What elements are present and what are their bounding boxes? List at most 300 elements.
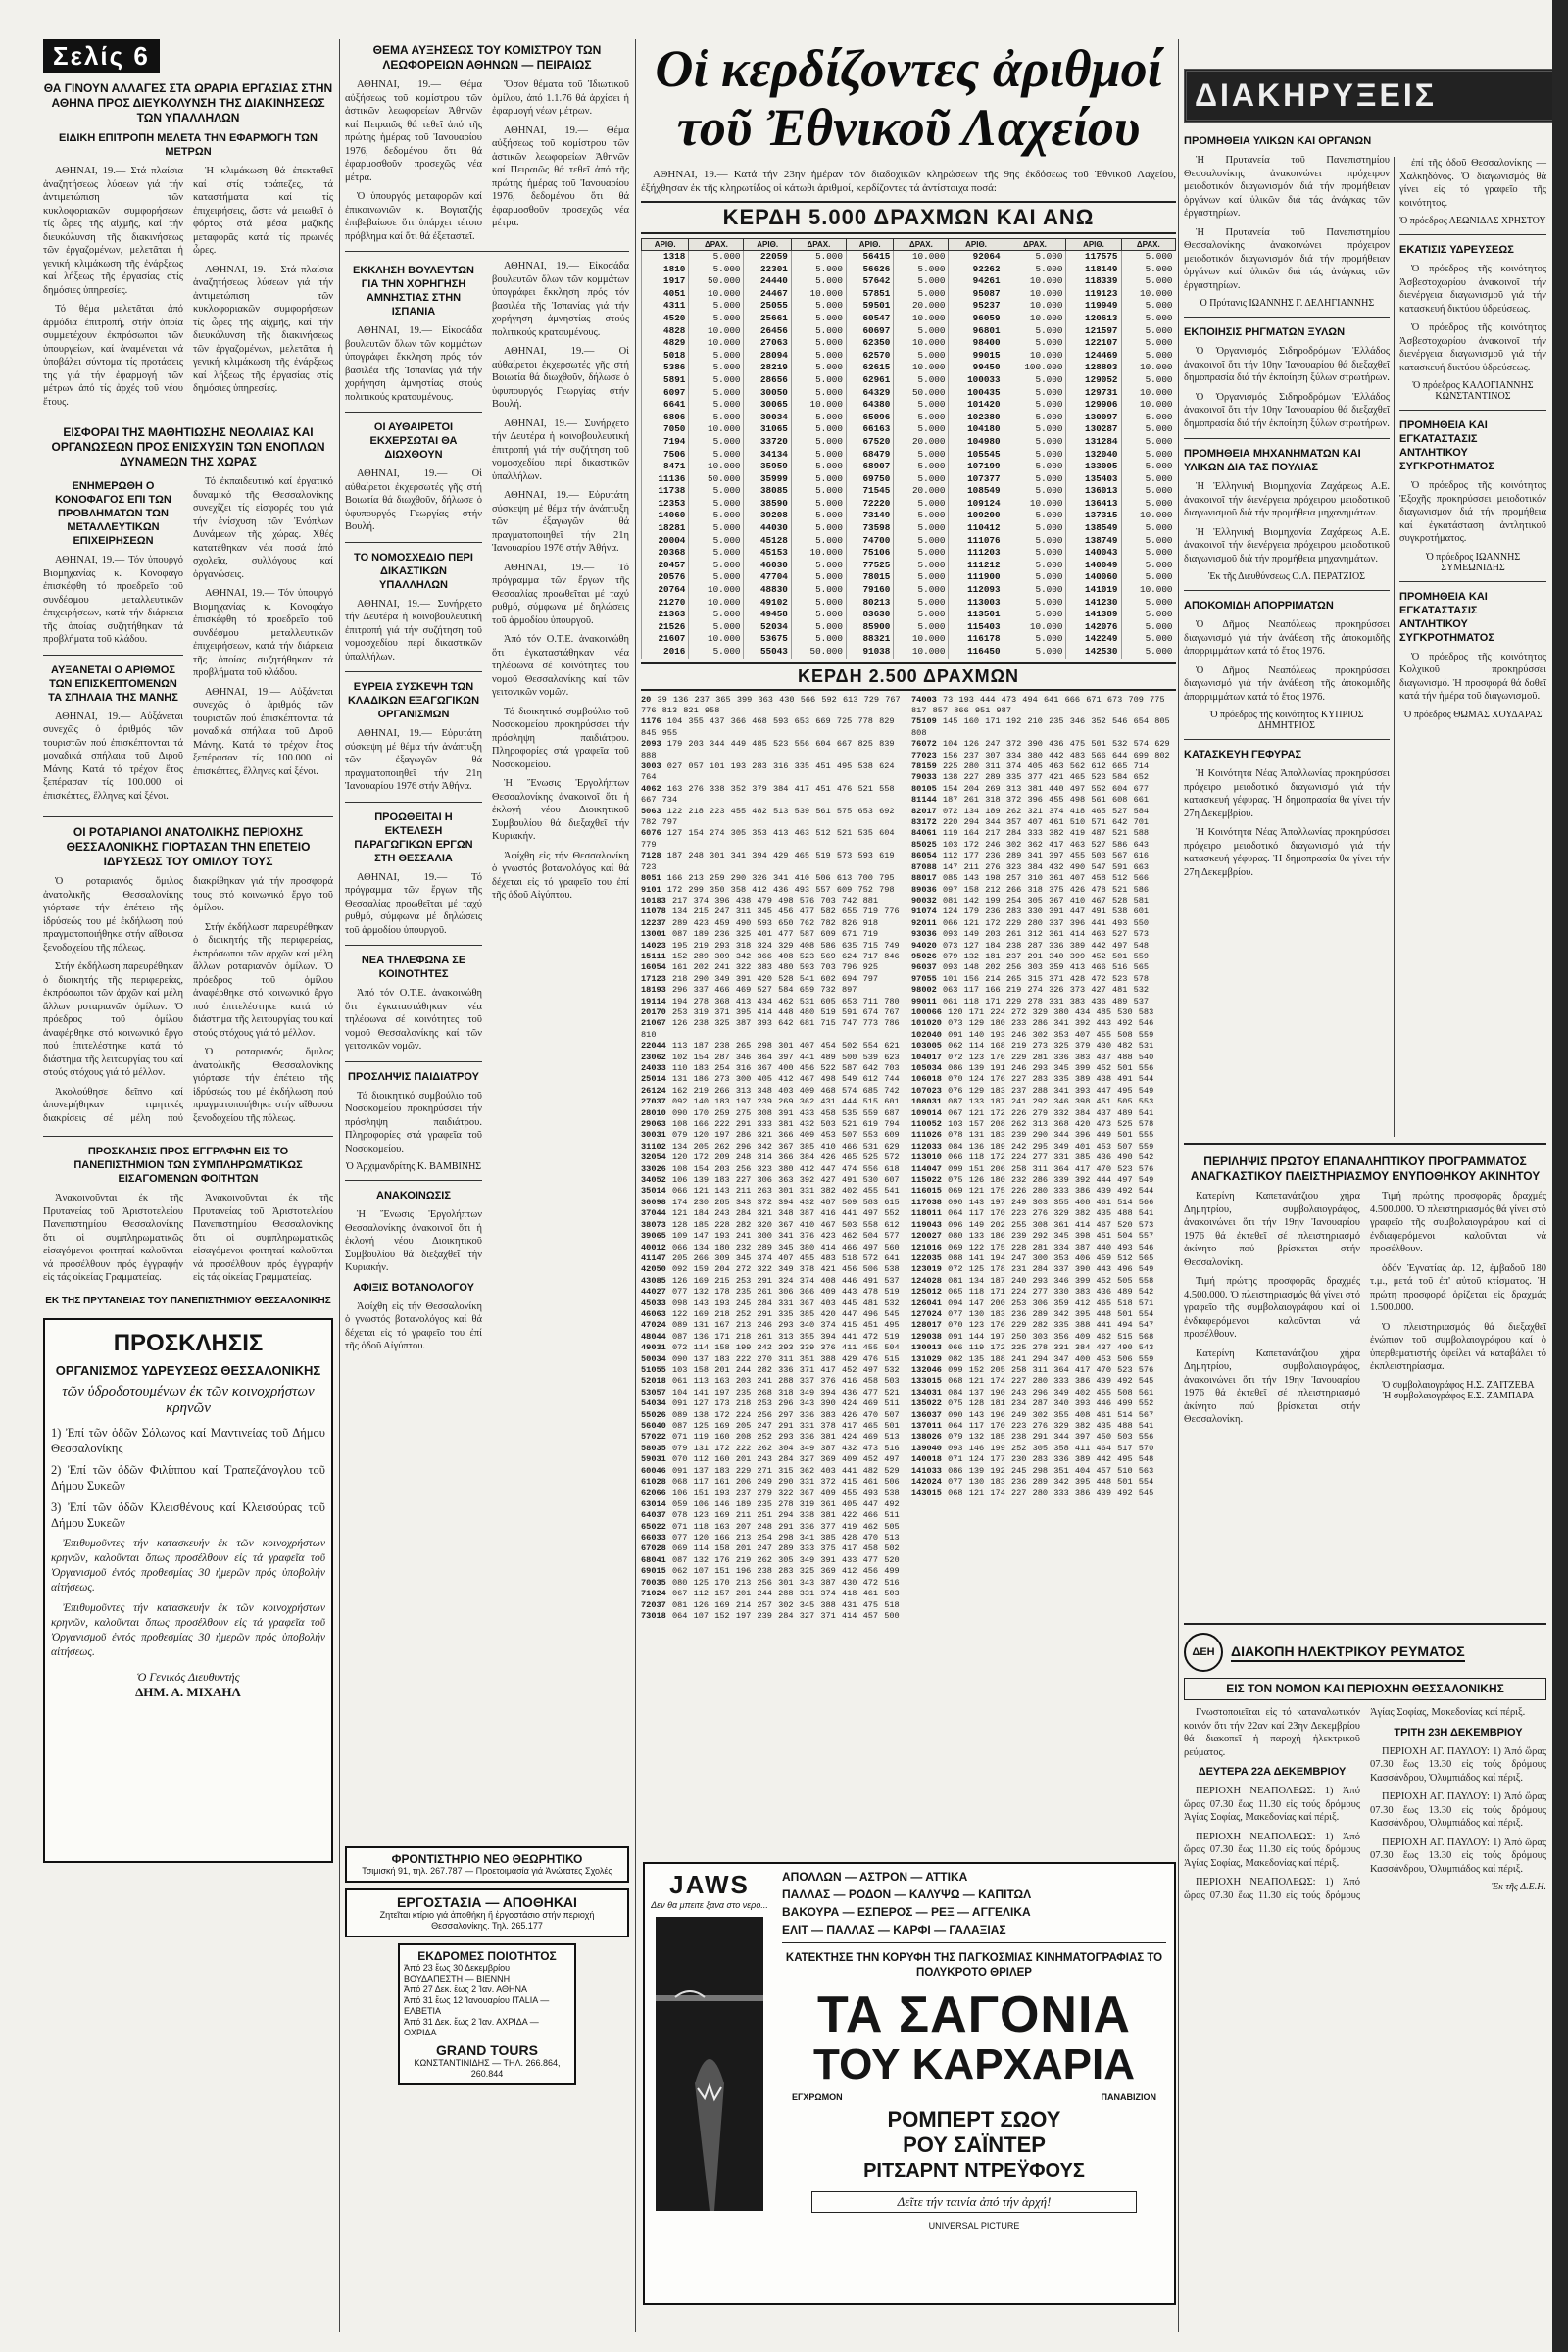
column-rule xyxy=(1394,157,1395,1137)
prize-amount: 5.000 xyxy=(791,264,846,276)
article-body xyxy=(43,475,333,808)
prize-amount: 5.000 xyxy=(894,560,949,572)
paragraph: Στήν ἐκδήλωση παρευρέθηκαν ὁ διοικητής τῆς περιφερείας, ἐκπρόσωποι τῶν ἀρχῶν καί μέλη ἄλλων ροταριανῶν ὁμίλων. Ὁ πρόεδρος τοῦ ὁμίλου ἀναφέρθηκε στό κοινωνικό ἔργο πού ἐπιτελέστηκε κατά τό διάστημα τῆς λειτουργίας του καί στούς στόχους γιά τό μέλλον. xyxy=(43,961,183,1078)
ticket-number: 112093 xyxy=(949,584,1004,597)
ticket-number: 95087 xyxy=(949,288,1004,301)
prize-amount: 5.000 xyxy=(1121,264,1175,276)
number-line: 83172 220 294 344 357 407 461 510 571 642 701 xyxy=(911,817,1150,828)
prize-amount: 5.000 xyxy=(689,535,744,548)
paragraph: Ἡ Ἕνωσις Ἐργολήπτων Θεσσαλονίκης ἀνακοινοῖ ὅτι ἡ ἐκλογή νέου Διοικητικοῦ Συμβουλίου θά διεξαχθεῖ τήν Κυριακήν. xyxy=(492,778,629,842)
ticket-number: 96059 xyxy=(949,313,1004,325)
number-prefix: 87088 xyxy=(911,861,943,872)
number-prefix: 100066 xyxy=(911,1006,949,1017)
prize-amount: 5.000 xyxy=(791,535,846,548)
trip-item: Ἀπό 23 ἕως 30 Δεκεμβρίου ΒΟΥΔΑΠΕΣΤΗ — ΒΙΕΝΝΗ xyxy=(404,1963,511,1984)
prize-amount: 5.000 xyxy=(894,547,949,560)
prize-amount: 5.000 xyxy=(689,374,744,387)
prize-amount: 10.000 xyxy=(1121,510,1175,522)
number-line: 106018 070 124 176 227 283 335 389 438 491 544 xyxy=(911,1074,1154,1085)
prize-amount: 5.000 xyxy=(1004,547,1066,560)
film-title-1: ΤΑ ΣΑΓΟΝΙΑ xyxy=(817,1986,1131,2043)
notice-body: Ὁ Δῆμος Νεαπόλεως προκηρύσσει διαγωνισμό γιά τήν ἀνάθεση τῆς ἀποκομιδῆς ἀπορριμμάτων κατά τό ἔτος 1976. xyxy=(1184,619,1390,657)
notice-body: ΠΕΡΙΟΧΗ ΝΕΑΠΟΛΕΩΣ: 1) Ἀπό ὥρας 07.30 ἕως 11.30 εἰς τούς δρόμους Ἀγίας Σοφίας, Μακεδονίας καί πέριξ. xyxy=(1184,1707,1526,1901)
prize-amount: 5.000 xyxy=(1004,535,1066,548)
number-line: 101020 073 129 180 233 286 341 392 443 492 546 xyxy=(911,1018,1154,1029)
notice-sign: Ὁ Πρύτανις ΙΩΑΝΝΗΣ Γ. ΔΕΛΗΓΙΑΝΝΗΣ xyxy=(1199,298,1375,309)
ticket-number: 73598 xyxy=(846,522,893,535)
ticket-number: 6097 xyxy=(642,387,689,400)
ticket-number: 6806 xyxy=(642,412,689,424)
ticket-number: 39208 xyxy=(744,510,791,522)
number-line: 63014 059 106 146 189 235 278 319 361 405 447 492 xyxy=(641,1498,900,1509)
notice-body: Ἡ Πρυτανεία τοῦ Πανεπιστημίου Θεσσαλονίκης ἀνακοινώνει πρόχειρον μειοδοτικόν διαγωνισμόν διά τήν προμήθειαν ὀργάνων καί ὑλικῶν διά τάς ἀνάγκας τῶν ἐργαστηρίων. xyxy=(1184,226,1390,291)
number-prefix: 27037 xyxy=(641,1097,672,1107)
notice-title: ΠΡΟΜΗΘΕΙΑ ΜΗΧΑΝΗΜΑΤΩΝ ΚΑΙ ΥΛΙΚΩΝ ΔΙΑ ΤΑΣ ΠΟΥΛΙΑΣ xyxy=(1184,448,1361,473)
advert-title: ΕΚΔΡΟΜΕΣ ΠΟΙΟΤΗΤΟΣ xyxy=(417,1949,557,1963)
paragraph: ΑΘΗΝΑΙ, 19.— Τό πρόγραμμα τῶν ἔργων τῆς Θεσσαλίας προωθεῖται μέ ταχύ ρυθμό, σύμφωνα μέ δηλώσεις τοῦ ἁρμοδίου ὑπουργοῦ. xyxy=(345,871,482,936)
notice-body-columns xyxy=(1184,1706,1546,1902)
divider xyxy=(345,542,482,543)
number-prefix: 128017 xyxy=(911,1320,949,1331)
column-rule xyxy=(635,39,636,2332)
prize-amount: 5.000 xyxy=(894,461,949,473)
prize-amount: 5.000 xyxy=(791,275,846,288)
number-line: 127024 077 130 183 236 289 342 395 448 501 554 xyxy=(911,1308,1154,1319)
article-title: ΘΕΜΑ ΑΥΞΗΣΕΩΣ ΤΟΥ ΚΟΜΙΣΤΡΟΥ ΤΩΝ ΛΕΩΦΟΡΕΙΩΝ ΑΘΗΝΩΝ — ΠΕΙΡΑΙΩΣ xyxy=(372,43,602,72)
prize-amount: 5.000 xyxy=(791,633,846,646)
notice-title: ΠΡΟΜΗΘΕΙΑ ΚΑΙ ΕΓΚΑΤΑΣΤΑΣΙΣ ΑΝΤΛΗΤΙΚΟΥ ΣΥΓΚΡΟΤΗΜΑΤΟΣ xyxy=(1399,590,1494,644)
ticket-number: 26456 xyxy=(744,325,791,338)
ticket-number: 45128 xyxy=(744,535,791,548)
number-line: 20170 253 319 371 395 414 448 480 519 591 674 767 xyxy=(641,1006,900,1017)
prize-amount: 5.000 xyxy=(1004,436,1066,449)
number-line: 33026 108 154 203 256 323 380 412 447 474 556 618 xyxy=(641,1163,900,1174)
notice-sign: Ὁ πρόεδρος ΘΩΜΑΣ ΧΟΥΔΑΡΑΣ xyxy=(1403,709,1543,720)
prize-amount: 10.000 xyxy=(689,584,744,597)
prize-amount: 5.000 xyxy=(689,485,744,498)
notice-subtitle: ΕΙΣ ΤΟΝ ΝΟΜΟΝ ΚΑΙ ΠΕΡΙΟΧΗΝ ΘΕΣΣΑΛΟΝΙΚΗΣ xyxy=(1184,1678,1546,1700)
number-line: 112033 084 136 189 242 295 349 401 453 507 559 xyxy=(911,1141,1154,1152)
article-body xyxy=(43,1192,333,1291)
ticket-number: 34134 xyxy=(744,449,791,462)
ticket-number: 44030 xyxy=(744,522,791,535)
ticket-number: 28219 xyxy=(744,362,791,374)
prize-amount: 5.000 xyxy=(791,313,846,325)
ticket-number: 20004 xyxy=(642,535,689,548)
notice-title: ΚΑΤΑΣΚΕΥΗ ΓΕΦΥΡΑΣ xyxy=(1184,749,1302,760)
ticket-number: 35959 xyxy=(744,461,791,473)
table-row xyxy=(642,535,1176,548)
table-body xyxy=(642,251,1176,659)
number-line: 98002 063 117 166 219 274 326 373 427 481 532 xyxy=(911,985,1150,996)
prize-amount: 5.000 xyxy=(894,350,949,363)
number-line: 121016 069 122 175 228 281 334 387 440 493 546 xyxy=(911,1242,1154,1252)
number-prefix: 104017 xyxy=(911,1052,949,1062)
ticket-number: 95237 xyxy=(949,300,1004,313)
prize-amount: 5.000 xyxy=(689,264,744,276)
number-prefix: 51055 xyxy=(641,1364,672,1375)
prize-amount: 10.000 xyxy=(689,633,744,646)
ticket-number: 65096 xyxy=(846,412,893,424)
number-prefix: 83172 xyxy=(911,817,943,828)
table-row xyxy=(642,461,1176,473)
prize-amount: 5.000 xyxy=(689,300,744,313)
ticket-number: 77525 xyxy=(846,560,893,572)
ticket-number: 140043 xyxy=(1066,547,1121,560)
ticket-number: 56626 xyxy=(846,264,893,276)
cinema-row: ΠΑΛΛΑΣ — ΡΟΔΟΝ — ΚΑΛΥΨΩ — ΚΑΠΙΤΩΛ xyxy=(782,1887,1032,1901)
prize-amount: 5.000 xyxy=(791,522,846,535)
ticket-number: 4051 xyxy=(642,288,689,301)
prize-amount: 10.000 xyxy=(894,633,949,646)
ticket-number: 109124 xyxy=(949,498,1004,511)
ticket-number: 4828 xyxy=(642,325,689,338)
prize-amount: 5.000 xyxy=(1121,609,1175,621)
prizes-table xyxy=(641,238,1176,659)
ticket-number: 119949 xyxy=(1066,300,1121,313)
film-title-2: ΤΟΥ ΚΑΡΧΑΡΙΑ xyxy=(812,2040,1136,2088)
ticket-number: 129906 xyxy=(1066,399,1121,412)
ticket-number: 69750 xyxy=(846,473,893,486)
paragraph: Ἡ κλιμάκωση θά ἐπεκταθεῖ καί στίς τράπεζες, τά καταστήματα καί τίς ἐπιχειρήσεις, ὥστε νά μειωθεῖ ὁ φόρτος στά μέσα μαζικῆς μεταφορᾶς κατά τίς πρωινές ὧρες. xyxy=(193,166,333,256)
number-line: 21067 126 238 325 387 393 642 681 715 747 773 786 810 xyxy=(641,1018,900,1040)
table-row xyxy=(642,571,1176,584)
prize-amount: 5.000 xyxy=(791,387,846,400)
prize-amount: 5.000 xyxy=(689,621,744,634)
paragraph: ΑΘΗΝΑΙ, 19.— Θέμα αὐξήσεως τοῦ κομίστρου τῶν ἀστικῶν λεωφορείων Ἀθηνῶν καί Πειραιῶς θά τεθεῖ ἀπό τῆς πρώτης ἡμέρας τοῦ Ἰανουαρίου 1976, δεδομένου ὅτι θά ἐφαρμοσθοῦν προσεχῶς νέα μέτρα. xyxy=(345,79,482,183)
prize-amount: 10.000 xyxy=(689,288,744,301)
jaws-logo: JAWS xyxy=(669,1870,750,1899)
number-line: 44027 077 132 178 235 261 306 366 409 443 478 519 xyxy=(641,1287,900,1298)
notice-body: Ὁ πρόεδρος τῆς κοινότητος Ἀσβεστοχωρίου ἀνακοινοῖ τήν διενέργεια διαγωνισμοῦ γιά τήν κατασκευή δικτύου ὑδρεύσεως. xyxy=(1399,322,1546,373)
film-subtitle: ΚΑΤΕΚΤΗΣΕ ΤΗΝ ΚΟΡΥΦΗ ΤΗΣ ΠΑΓΚΟΣΜΙΑΣ ΚΙΝΗΜΑΤΟΓΡΑΦΙΑΣ ΤΟ ΠΟΛΥΚΡΟΤΟ ΘΡΙΛΕΡ xyxy=(785,1952,1163,1979)
table-row xyxy=(642,597,1176,610)
ticket-number: 118149 xyxy=(1066,264,1121,276)
number-line: 114047 099 151 206 258 311 364 417 470 523 576 xyxy=(911,1163,1154,1174)
ticket-number: 118339 xyxy=(1066,275,1121,288)
notice-title: ΕΚΠΟΙΗΣΙΣ ΡΗΓΜΑΤΩΝ ΞΥΛΩΝ xyxy=(1184,326,1346,338)
number-prefix: 125012 xyxy=(911,1287,949,1298)
number-prefix: 72037 xyxy=(641,1599,672,1610)
number-prefix: 62066 xyxy=(641,1488,672,1498)
number-line: 42050 092 159 204 272 322 349 378 421 456 506 538 xyxy=(641,1264,900,1275)
number-line: 39065 109 147 193 241 300 341 376 423 462 504 577 xyxy=(641,1231,900,1242)
ticket-number: 99015 xyxy=(949,350,1004,363)
number-prefix: 7128 xyxy=(641,851,667,861)
ticket-number: 20576 xyxy=(642,571,689,584)
number-prefix: 20 xyxy=(641,694,658,705)
prize-amount: 5.000 xyxy=(791,473,846,486)
ticket-number: 142076 xyxy=(1066,621,1121,634)
ticket-number: 24440 xyxy=(744,275,791,288)
prize-amount: 5.000 xyxy=(894,498,949,511)
number-prefix: 58035 xyxy=(641,1443,672,1453)
divider xyxy=(1399,234,1546,235)
number-prefix: 80105 xyxy=(911,783,943,794)
column-header-amount: ΔΡΑΧ. xyxy=(894,239,949,251)
prize-amount: 5.000 xyxy=(894,584,949,597)
number-line: 92011 066 121 172 229 280 337 396 441 493 550 xyxy=(911,917,1150,928)
ticket-number: 130097 xyxy=(1066,412,1121,424)
notice-body-columns xyxy=(1184,1190,1546,1427)
notice-body: ΠΕΡΙΟΧΗ ΝΕΑΠΟΛΕΩΣ: 1) Ἀπό ὥρας 07.30 ἕως 11.30 εἰς τούς δρόμους Ἀγίας Σοφίας, Μακεδονίας καί πέριξ. xyxy=(1184,1831,1360,1869)
notice-body: Ἡ Κοινότητα Νέας Ἀπολλωνίας προκηρύσσει πρόχειρο μειοδοτικό διαγωνισμό γιά τήν κατασκευή γέφυρας. Ἡ δημοπρασία θά γίνει τήν 27η Δεκεμβρίου. xyxy=(1184,768,1390,819)
ticket-number: 88321 xyxy=(846,633,893,646)
number-line: 61028 068 117 161 206 249 290 331 372 415 461 506 xyxy=(641,1477,900,1488)
prize-amount: 5.000 xyxy=(1121,522,1175,535)
prize-amount: 5.000 xyxy=(1004,423,1066,436)
divider xyxy=(345,1180,482,1181)
number-prefix: 121016 xyxy=(911,1242,949,1252)
prize-amount: 5.000 xyxy=(689,399,744,412)
ticket-number: 128803 xyxy=(1066,362,1121,374)
divider xyxy=(43,416,333,417)
studio-name: UNIVERSAL PICTURE xyxy=(928,2221,1020,2230)
ticket-number: 117575 xyxy=(1066,251,1121,264)
number-line: 107023 076 129 183 237 288 341 393 447 495 549 xyxy=(911,1085,1154,1096)
ticket-number: 99450 xyxy=(949,362,1004,374)
number-prefix: 86054 xyxy=(911,851,943,861)
ticket-number: 8471 xyxy=(642,461,689,473)
ticket-number: 12353 xyxy=(642,498,689,511)
ticket-number: 4311 xyxy=(642,300,689,313)
number-line: 50034 090 137 183 222 270 311 351 388 429 476 515 xyxy=(641,1353,900,1364)
prize-amount: 5.000 xyxy=(894,597,949,610)
prize-amount: 5.000 xyxy=(1004,325,1066,338)
number-line: 78159 225 280 311 374 405 463 562 612 665 714 xyxy=(911,761,1150,772)
prize-amount: 5.000 xyxy=(689,609,744,621)
number-prefix: 54034 xyxy=(641,1398,672,1409)
number-prefix: 49031 xyxy=(641,1343,672,1353)
prize-amount: 5.000 xyxy=(689,498,744,511)
ticket-number: 100033 xyxy=(949,374,1004,387)
prize-amount: 5.000 xyxy=(1004,449,1066,462)
prize-amount: 5.000 xyxy=(689,387,744,400)
article-title: ΕΙΣΦΟΡΑΙ ΤΗΣ ΜΑΘΗΤΙΩΣΗΣ ΝΕΟΛΑΙΑΣ ΚΑΙ ΟΡΓΑΝΩΣΕΩΝ ΠΡΟΣ ΕΝΙΣΧΥΣΙΝ ΤΩΝ ΕΝΟΠΛΩΝ ΔΥΝΑΜΕΩΝ ΤΗΣ ΧΩΡΑΣ xyxy=(51,425,325,468)
prize-amount: 5.000 xyxy=(791,423,846,436)
number-prefix: 99011 xyxy=(911,996,943,1006)
number-line: 54034 091 127 173 218 253 296 343 390 424 469 511 xyxy=(641,1398,900,1409)
notice-body: ἐπί τῆς ὁδοῦ Θεσσαλονίκης — Χαλκηδόνος. Ὁ διαγωνισμός θά γίνει εἰς τό γραφεῖο τῆς κοινότητος. xyxy=(1399,158,1546,209)
table-row xyxy=(642,387,1176,400)
prize-amount: 5.000 xyxy=(791,485,846,498)
notice-body: Ὁ πρόεδρος τῆς κοινότητος Κολχικοῦ προκηρύσσει διαγωνισμό. Ἡ προσφορά θά δοθεῖ κατά τήν ἡμέρα τοῦ διαγωνισμοῦ. xyxy=(1399,651,1546,702)
ticket-number: 96801 xyxy=(949,325,1004,338)
prize-amount: 20.000 xyxy=(894,485,949,498)
table-row xyxy=(642,633,1176,646)
number-prefix: 48044 xyxy=(641,1331,672,1342)
number-prefix: 109014 xyxy=(911,1107,949,1118)
prize-amount: 5.000 xyxy=(894,288,949,301)
notice-body: ΠΕΡΙΟΧΗ ΑΓ. ΠΑΥΛΟΥ: 1) Ἀπό ὥρας 07.30 ἕως 13.30 εἰς τούς δρόμους Κασσάνδρου, Ὀλυμπιάδος καί πέριξ. xyxy=(1370,1791,1546,1829)
prize-amount: 5.000 xyxy=(1121,498,1175,511)
trip-item: Ἀπό 31 ἕως 12 Ἰανουαρίου ITALIA — ΕΛΒΕΤΙΑ xyxy=(404,1995,550,2016)
prize-amount: 10.000 xyxy=(1004,498,1066,511)
ticket-number: 120613 xyxy=(1066,313,1121,325)
table-row xyxy=(642,300,1176,313)
prize-amount: 5.000 xyxy=(1121,300,1175,313)
article-body xyxy=(345,78,629,243)
notice-body: Ἡ Ἑλληνική Βιομηχανία Ζαχάρεως Α.Ε. ἀνακοινοῖ τήν διενέργεια πρόχειρου μειοδοτικοῦ διαγωνισμοῦ διά τήν προμήθεια μηχανημάτων. xyxy=(1184,526,1390,564)
column-header-amount: ΔΡΑΧ. xyxy=(1004,239,1066,251)
prize-amount: 5.000 xyxy=(791,300,846,313)
prize-amount: 5.000 xyxy=(1004,571,1066,584)
prize-amount: 5.000 xyxy=(1004,387,1066,400)
paragraph: ΑΘΗΝΑΙ, 19.— Τόν ὑπουργό Βιομηχανίας κ. Κονοφάγο ἐπισκέφθη τό προεδρεῖο τοῦ συνδέσμου μεταλλευτικῶν ἐπιχειρήσεων, κατά τήν διάρκεια τῆς ὁποίας συζητήθηκαν τά προβλήματα τοῦ κλάδου. xyxy=(43,555,183,645)
notice-body: ΠΕΡΙΟΧΗ ΝΕΑΠΟΛΕΩΣ: 1) Ἀπό ὥρας 07.30 ἕως 11.30 εἰς τούς δρόμους Ἀγίας Σοφίας, Μακεδονίας καί πέριξ. xyxy=(1184,1786,1360,1823)
table-row xyxy=(642,584,1176,597)
number-prefix: 140018 xyxy=(911,1454,949,1465)
prize-amount: 10.000 xyxy=(791,399,846,412)
prize-amount: 5.000 xyxy=(1004,609,1066,621)
number-line: 6076 127 154 274 305 353 413 463 512 521 535 604 779 xyxy=(641,828,895,850)
number-line: 140018 071 124 177 230 283 336 389 442 495 548 xyxy=(911,1454,1154,1465)
number-line: 64037 078 123 169 211 251 294 338 381 422 466 511 xyxy=(641,1510,900,1521)
number-line: 74003 73 193 444 473 494 641 666 671 673 709 775 817 857 866 951 987 xyxy=(911,694,1165,715)
masthead-line1: Οἱ κερδίζοντες ἀριθμοί xyxy=(655,39,1162,98)
prize-amount: 5.000 xyxy=(791,374,846,387)
number-line: 100066 120 171 224 272 329 380 434 485 530 583 xyxy=(911,1006,1154,1017)
prize-amount: 5.000 xyxy=(1121,633,1175,646)
page-gutter xyxy=(1552,0,1568,2352)
number-prefix: 20170 xyxy=(641,1006,672,1017)
prize-amount: 10.000 xyxy=(689,597,744,610)
ticket-number: 136413 xyxy=(1066,498,1121,511)
table-row xyxy=(642,560,1176,572)
table-row xyxy=(642,374,1176,387)
divider xyxy=(345,412,482,413)
film-format-label: ΠΑΝΑΒΙΖΙΟΝ xyxy=(1101,2092,1156,2102)
number-line: 136037 090 143 196 249 302 355 408 461 514 567 xyxy=(911,1409,1154,1420)
ticket-number: 141019 xyxy=(1066,584,1121,597)
prize-amount: 5.000 xyxy=(1004,251,1066,264)
divider xyxy=(345,671,482,672)
number-prefix: 2093 xyxy=(641,739,667,750)
paragraph: Ἀφίχθη εἰς τήν Θεσσαλονίκη ὁ γνωστός βοτανολόγος καί θά δέχεται εἰς τό γραφεῖο του ἐπί τῆς ὁδοῦ Αἰγύπτου. xyxy=(492,850,629,901)
prize-amount: 5.000 xyxy=(1004,374,1066,387)
number-prefix: 47024 xyxy=(641,1320,672,1331)
number-prefix: 130013 xyxy=(911,1343,949,1353)
ticket-number: 28656 xyxy=(744,374,791,387)
paragraph: Ἀπό τόν Ο.Τ.Ε. ἀνακοινώθη ὅτι ἐγκαταστάθηκαν νέα τηλέφωνα σέ κοινότητες τοῦ νομοῦ Θεσσαλονίκης καί τῶν γειτονικῶν νομῶν. xyxy=(345,988,482,1052)
advert-item: 3) Ἐπί τῶν ὁδῶν Κλεισθένους καί Κλεισούρας τοῦ Δήμου Συκεῶν xyxy=(51,1499,325,1530)
prize-amount: 100.000 xyxy=(1004,362,1066,374)
trip-item: Ἀπό 31 Δεκ. ἕως 2 Ἰαν. ΑΧΡΙΔΑ — ΟΧΡΙΔΑ xyxy=(404,2017,539,2037)
notice-day: ΤΡΙΤΗ 23Η ΔΕΚΕΜΒΡΙΟΥ xyxy=(1394,1726,1523,1739)
number-line: 32054 120 172 209 248 314 366 384 426 465 525 572 xyxy=(641,1152,900,1163)
notice-body: Κατερίνη Καπετανάτζιου χήρα Δημητρίου, συμβολαιογράφος, ἀνακοινώνει ὅτι τήν 19ην Ἰανουαρίου 1976 θά ἐκτεθεῖ σέ πλειστηριασμό ἀκίνητο πού βρίσκεται στήν Θεσσαλονίκη. xyxy=(1184,1348,1360,1425)
prize-amount: 5.000 xyxy=(894,609,949,621)
article-title: ΝΕΑ ΤΗΛΕΦΩΝΑ ΣΕ ΚΟΙΝΟΤΗΤΕΣ xyxy=(361,955,466,980)
prize-amount: 10.000 xyxy=(1004,288,1066,301)
number-prefix: 77023 xyxy=(911,750,943,760)
ticket-number: 25661 xyxy=(744,313,791,325)
paragraph: ΑΘΗΝΑΙ, 19.— Οἱ αὐθαίρετοι ἐκχερσωτές γῆς στή Βοιωτία θά διωχθοῦν, δήλωσε ὁ ὑφυπουργός Γεωργίας στήν Βουλή. xyxy=(345,468,482,532)
number-line: 49031 072 114 158 199 242 293 339 376 411 455 504 xyxy=(641,1343,900,1353)
number-line: 87088 147 211 276 323 384 432 490 547 591 663 xyxy=(911,861,1150,872)
ticket-number: 4520 xyxy=(642,313,689,325)
ticket-number: 46030 xyxy=(744,560,791,572)
number-prefix: 14023 xyxy=(641,940,672,951)
prize-amount: 5.000 xyxy=(689,436,744,449)
prize-amount: 5.000 xyxy=(894,423,949,436)
number-prefix: 114047 xyxy=(911,1163,949,1174)
prize-amount: 10.000 xyxy=(1121,362,1175,374)
signature: Ὁ Ἀρχιμανδρίτης Κ. ΒΑΜΒΙΝΗΣ xyxy=(345,1161,482,1172)
prize-amount: 10.000 xyxy=(1121,387,1175,400)
ticket-number: 18281 xyxy=(642,522,689,535)
notice-body: Ὁ πλειστηριασμός θά διεξαχθεῖ ἐνώπιον τοῦ συμβολαιογράφου καί ὁ ὑπερθεματιστής ὀφείλει νά καταβάλει τό ἐκπλειστηρίασμα. xyxy=(1370,1321,1546,1372)
ticket-number: 64329 xyxy=(846,387,893,400)
advert-body: Τσιμισκή 91, τηλ. 267.787 — Προετοιμασία γιά Ἀνώτατες Σχολές xyxy=(362,1866,612,1876)
trip-item: Ἀπό 27 Δεκ. ἕως 2 Ἰαν. ΑΘΗΝΑ xyxy=(404,1984,528,1994)
ticket-number: 49458 xyxy=(744,609,791,621)
prize-amount: 5.000 xyxy=(1004,412,1066,424)
number-prefix: 18193 xyxy=(641,985,672,996)
prize-amount: 5.000 xyxy=(1121,485,1175,498)
number-line: 38073 128 185 228 282 320 367 410 467 503 558 612 xyxy=(641,1219,900,1230)
ticket-number: 24467 xyxy=(744,288,791,301)
number-prefix: 8051 xyxy=(641,873,667,884)
cinema-advert xyxy=(643,1862,1176,2305)
prize-amount: 50.000 xyxy=(689,275,744,288)
notice-body: Ἡ Κοινότητα Νέας Ἀπολλωνίας προκηρύσσει πρόχειρο μειοδοτικό διαγωνισμό γιά τήν κατασκευή γέφυρας. Ἡ δημοπρασία θά γίνει τήν 27η Δεκεμβρίου. xyxy=(1184,827,1390,878)
prize-amount: 5.000 xyxy=(689,313,744,325)
ticket-number: 141230 xyxy=(1066,597,1121,610)
paragraph: Τό θέμα μελετᾶται ἀπό ἀρμόδια ἐπιτροπή, στήν ὁποία συμμετέχουν ἐκπρόσωποι τῶν ὑπουργείων, καί ἀναμένεται νά ὑποβάλει σύντομα τίς προτάσεις της γιά τήν ἐφαρμογή τῶν μέτρων ἀπό τίς ἀρχές τοῦ νέου ἔτους. xyxy=(43,304,183,408)
notice-sign: Ἡ συμβολαιογράφος Ε.Σ. ΖΑΜΠΑΡΑ xyxy=(1382,1390,1535,1401)
prize-amount: 5.000 xyxy=(791,325,846,338)
prize-amount: 5.000 xyxy=(894,571,949,584)
prize-amount: 5.000 xyxy=(1121,535,1175,548)
notice-body: Κατερίνη Καπετανάτζιου χήρα Δημητρίου, συμβολαιογράφος, ἀνακοινώνει ὅτι τήν 19ην Ἰανουαρίου 1976 θά ἐκτεθεῖ σέ πλειστηριασμό ἀκίνητο πού βρίσκεται στήν Θεσσαλονίκη. xyxy=(1184,1191,1360,1268)
number-line: 43085 126 169 215 253 291 324 374 408 446 491 537 xyxy=(641,1275,900,1286)
prize-amount: 5.000 xyxy=(689,362,744,374)
notice-body: Ὁ Ὀργανισμός Σιδηροδρόμων Ἑλλάδος ἀνακοινοῖ ὅτι τήν 10ην Ἰανουαρίου θά διεξαχθεῖ δημοπρασία διά τήν ἐκποίηση ξύλων στρωτήρων. xyxy=(1184,346,1390,383)
prize-amount: 5.000 xyxy=(689,412,744,424)
number-line: 139040 093 146 199 252 305 358 411 464 517 570 xyxy=(911,1443,1154,1453)
number-prefix: 24033 xyxy=(641,1063,672,1073)
divider xyxy=(1184,739,1390,740)
number-prefix: 118011 xyxy=(911,1208,949,1219)
notice-title: ΠΕΡΙΛΗΨΙΣ ΠΡΩΤΟΥ ΕΠΑΝΑΛΗΠΤΙΚΟΥ ΠΡΟΓΡΑΜΜΑΤΟΣ ΑΝΑΓΚΑΣΤΙΚΟΥ ΠΛΕΙΣΤΗΡΙΑΣΜΟΥ ΕΝΥΠΟΘΗΚΟΥ ΑΚΙΝΗΤΟΥ xyxy=(1190,1154,1541,1183)
ticket-number: 31065 xyxy=(744,423,791,436)
number-line: 18193 296 337 466 469 527 584 659 732 897 xyxy=(641,985,858,996)
prize-amount: 5.000 xyxy=(894,275,949,288)
ticket-number: 73149 xyxy=(846,510,893,522)
prize-amount: 5.000 xyxy=(791,449,846,462)
prize-amount: 5.000 xyxy=(1121,423,1175,436)
number-line: 46063 122 169 218 252 291 335 385 420 447 496 545 xyxy=(641,1308,900,1319)
prize-amount: 10.000 xyxy=(1004,313,1066,325)
jaws-tagline: Δεν θα μπειτε ξανα στο νερο... xyxy=(651,1900,768,1910)
ticket-number: 131284 xyxy=(1066,436,1121,449)
table-row xyxy=(642,436,1176,449)
number-prefix: 88017 xyxy=(911,873,943,884)
number-prefix: 44027 xyxy=(641,1287,672,1298)
ticket-number: 1318 xyxy=(642,251,689,264)
number-prefix: 63014 xyxy=(641,1498,672,1509)
number-prefix: 21067 xyxy=(641,1018,672,1029)
notice-body: Ἡ Πρυτανεία τοῦ Πανεπιστημίου Θεσσαλονίκης ἀνακοινώνει πρόχειρον μειοδοτικόν διαγωνισμόν διά τήν προμήθειαν ὀργάνων καί ὑλικῶν διά τάς ἀνάγκας τῶν ἐργαστηρίων. xyxy=(1184,155,1390,219)
table-header xyxy=(642,239,1176,251)
number-prefix: 124028 xyxy=(911,1275,949,1286)
number-prefix: 28010 xyxy=(641,1107,672,1118)
number-prefix: 84061 xyxy=(911,828,943,839)
column-rule xyxy=(339,39,340,2332)
advert-sign-role: Ὁ Γενικός Διευθυντής xyxy=(136,1669,240,1684)
number-line: 126041 094 147 200 253 306 359 412 465 518 571 xyxy=(911,1298,1154,1308)
